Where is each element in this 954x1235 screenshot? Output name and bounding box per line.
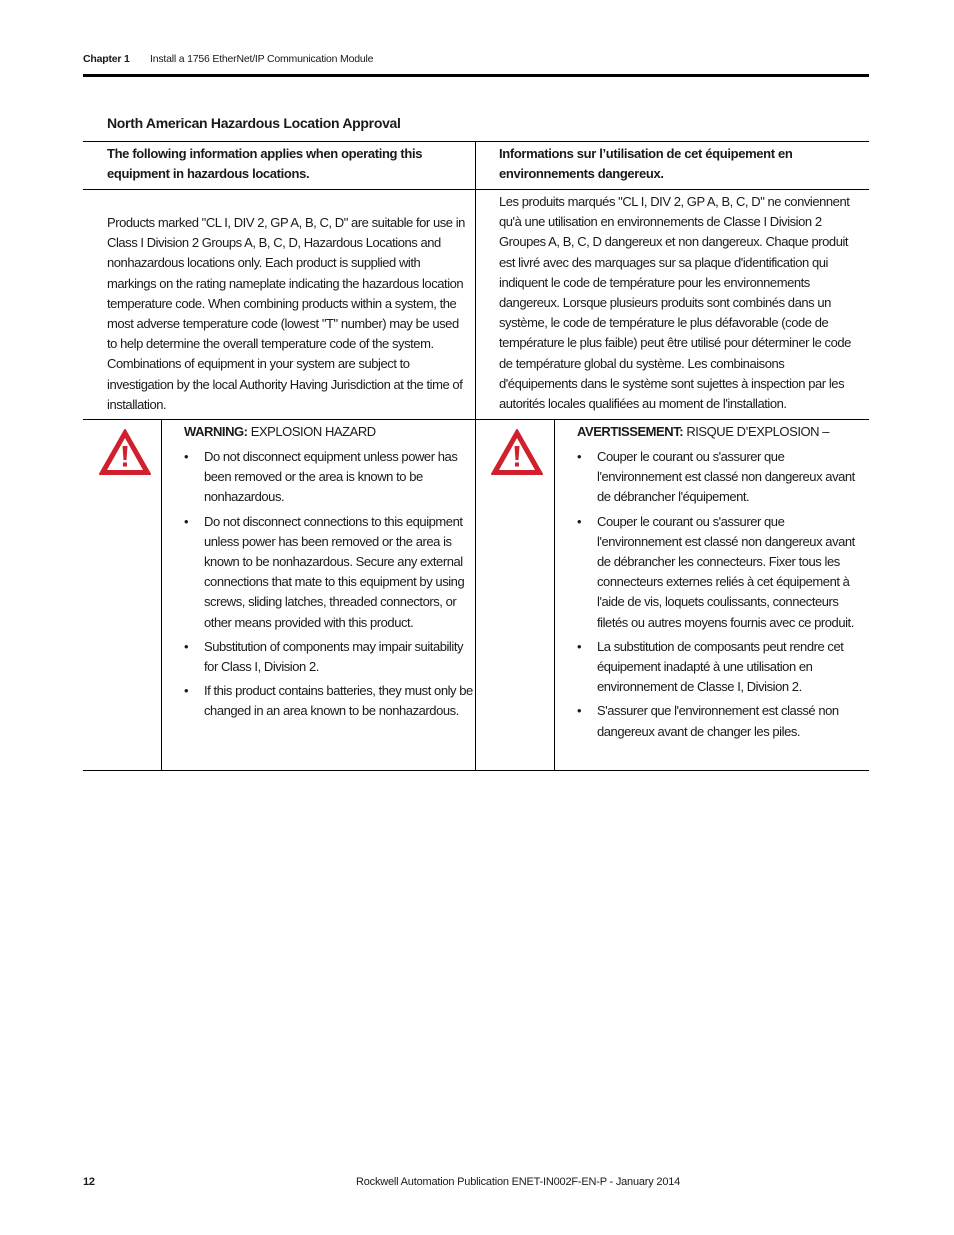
- french-body-text: Les produits marqués "CL I, DIV 2, GP A, B, C, D" ne conviennent qu'à une utilisation en environnements de Classe I Division 2 Groupes A, B, C, D dangereux et non dangereux. Chaque produit est livré avec des marquages sur sa plaque d'identification qui indiquent le code de température pour les environnements dangereux. Lorsque plusieurs produits sont combinés dans un système, le code de température le plus défavorable (code de température le plus faible) peut être utilisé pour déterminer le code de température global du système. Les combinaisons d'équipements dans le système sont sujettes à inspection par les autorités locales qualifiées au moment de l'installation.: [499, 194, 851, 412]
- list-item: • Couper le courant ou s'assurer que l'environnement est classé non dangereux avant de débrancher les connecteurs. Fixer tous les connecteurs externes reliés à cet équipement à l'aide de vis, loquets coulissants, connecteurs filetés ou autres moyens fournis avec ce produit.: [577, 512, 867, 633]
- list-item: • S'assurer que l'environnement est classé non dangereux avant de changer les piles.: [577, 701, 867, 741]
- english-column-header: The following information applies when operating this equipment in hazardous locations.: [107, 146, 423, 181]
- table-bottom-rule: [83, 770, 869, 771]
- approval-table: [83, 141, 869, 771]
- french-column-header: Informations sur l’utilisation de cet équipement en environnements dangereux.: [499, 146, 793, 181]
- warning-fr: [577, 422, 867, 746]
- english-body-text: Products marked "CL I, DIV 2, GP A, B, C, D" are suitable for use in Class I Division 2 Groups A, B, C, D, Hazardous Locations and nonhazardous locations only. Each product is supplied with markings on the rating nameplate indicating the hazardous location temperature code. When combining products within a system, the most adverse temperature code (lowest "T" number) may be used to help determine the overall temperature code of the system. Combinations of equipment in your system are subject to investigation by the local Authority Having Jurisdiction at the time of installation.: [107, 215, 465, 412]
- warning-subtitle-en: EXPLOSION HAZARD: [250, 424, 376, 439]
- header-rule: [83, 74, 869, 77]
- warning-triangle-icon: [489, 427, 545, 477]
- publication-info: Rockwell Automation Publication ENET-IN002F-EN-P - January 2014: [356, 1176, 681, 1188]
- list-item: • Couper le courant ou s'assurer que l'environnement est classé non dangereux avant de débrancher l'équipement.: [577, 447, 867, 508]
- list-item: • Do not disconnect connections to this equipment unless power has been removed or the area is known to be nonhazardous. Secure any external connections that mate to this equipment by using screws, sliding latches, threaded connectors, or other means provided with this product.: [184, 512, 474, 633]
- chapter-label: Chapter 1: [83, 53, 130, 65]
- warning-icon-divider-en: [161, 419, 162, 771]
- page-header: [83, 53, 374, 65]
- section-title: North American Hazardous Location Approval: [107, 115, 401, 131]
- warning-triangle-icon: [97, 427, 153, 477]
- warning-icon-divider-fr: [554, 419, 555, 771]
- list-item: • Do not disconnect equipment unless power has been removed or the area is known to be nonhazardous.: [184, 447, 474, 508]
- warning-list-fr: [577, 447, 867, 742]
- warning-list-en: [184, 447, 474, 722]
- warning-title-fr: [577, 422, 867, 442]
- warning-label-fr: AVERTISSEMENT:: [577, 424, 684, 439]
- warning-title-en: [184, 422, 474, 442]
- warning-en: [184, 422, 474, 726]
- chapter-title: Install a 1756 EtherNet/IP Communication Module: [150, 53, 374, 65]
- warning-subtitle-fr: RISQUE D’EXPLOSION –: [686, 424, 830, 439]
- column-divider: [475, 141, 476, 771]
- list-item: • Substitution of components may impair suitability for Class I, Division 2.: [184, 637, 474, 677]
- warning-label-en: WARNING:: [184, 424, 248, 439]
- table-top-rule: [83, 141, 869, 142]
- table-body-rule: [83, 419, 869, 420]
- list-item: • If this product contains batteries, they must only be changed in an area known to be nonhazardous.: [184, 681, 474, 721]
- table-header-rule: [83, 189, 869, 190]
- page-number: 12: [83, 1176, 95, 1188]
- list-item: • La substitution de composants peut rendre cet équipement inadapté à une utilisation en environnement de Classe I, Division 2.: [577, 637, 867, 698]
